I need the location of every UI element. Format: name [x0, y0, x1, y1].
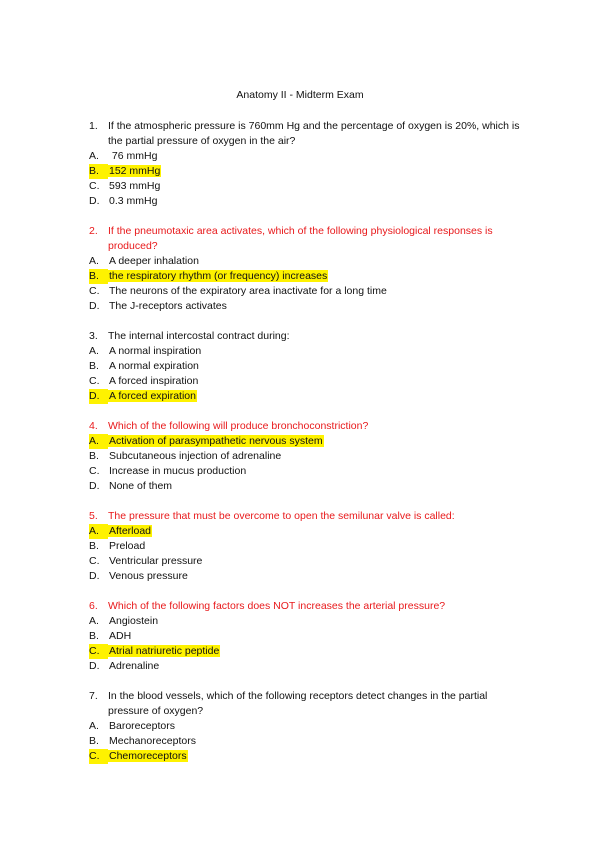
answer-option [89, 149, 529, 164]
answer-option [89, 344, 529, 359]
option-text-wrap [108, 359, 200, 374]
option-text: ADH [109, 630, 132, 642]
option-letter: C. [89, 555, 100, 567]
answer-option [89, 194, 529, 209]
option-text-wrap [108, 569, 189, 584]
option-text-wrap [108, 479, 173, 494]
question-text: If the atmospheric pressure is 760mm Hg and the percentage of oxygen is 20%, which is the partial pressure of oxygen in the air? [108, 120, 520, 147]
option-text: Preload [109, 540, 146, 552]
option-text-wrap [108, 554, 203, 569]
question-4 [89, 419, 529, 494]
option-text: 0.3 mmHg [109, 195, 158, 207]
answer-option-highlighted [89, 269, 529, 284]
answer-option [89, 179, 529, 194]
option-letter: D. [89, 660, 100, 672]
option-letter: A. [89, 434, 108, 449]
option-text-wrap [108, 719, 176, 734]
question-number: 7. [89, 690, 98, 702]
question-number: 5. [89, 510, 98, 522]
question-7 [89, 689, 529, 764]
option-text: Chemoreceptors [109, 750, 187, 762]
option-letter: C. [89, 180, 100, 192]
option-text-wrap [108, 659, 160, 674]
option-letter: B. [89, 164, 108, 179]
option-letter: B. [89, 269, 108, 284]
question-stem [89, 419, 529, 434]
option-letter: C. [89, 375, 100, 387]
option-letter: C. [89, 644, 108, 659]
option-letter: A. [89, 524, 108, 539]
question-number: 6. [89, 600, 98, 612]
option-letter: D. [89, 389, 108, 404]
option-letter: D. [89, 480, 100, 492]
question-stem [89, 119, 529, 149]
option-letter: D. [89, 570, 100, 582]
option-letter: B. [89, 735, 99, 747]
option-text-wrap [108, 734, 197, 749]
option-text: The J-receptors activates [109, 300, 227, 312]
answer-option [89, 569, 529, 584]
option-text: Afterload [109, 525, 152, 537]
question-list [89, 119, 529, 779]
option-text: None of them [109, 480, 173, 492]
answer-option [89, 734, 529, 749]
question-number: 3. [89, 330, 98, 342]
question-text: The internal intercostal contract during: [108, 330, 290, 342]
option-text-wrap [108, 254, 200, 269]
answer-option-highlighted [89, 164, 529, 179]
option-text: Adrenaline [109, 660, 160, 672]
option-text: A forced expiration [109, 390, 196, 402]
option-text: The neurons of the expiratory area inactivate for a long time [109, 285, 387, 297]
option-text-wrap [108, 344, 202, 359]
option-text: Atrial natriuretic peptide [109, 645, 220, 657]
answer-option [89, 614, 529, 629]
option-text-wrap [108, 629, 132, 644]
option-text: Activation of parasympathetic nervous system [109, 435, 323, 447]
question-stem [89, 599, 529, 614]
option-text-wrap [108, 164, 161, 179]
option-letter: B. [89, 540, 99, 552]
option-text-wrap [108, 194, 158, 209]
option-letter: C. [89, 749, 108, 764]
option-text-wrap [108, 149, 158, 164]
option-letter: B. [89, 630, 99, 642]
answer-option [89, 539, 529, 554]
option-text: A deeper inhalation [109, 255, 199, 267]
answer-option-highlighted [89, 389, 529, 404]
option-text-wrap [108, 374, 199, 389]
option-text: Subcutaneous injection of adrenaline [109, 450, 282, 462]
option-text: 152 mmHg [109, 165, 161, 177]
question-text: Which of the following will produce bronchoconstriction? [108, 420, 369, 432]
question-number: 1. [89, 120, 98, 132]
option-letter: C. [89, 465, 100, 477]
question-stem [89, 329, 529, 344]
option-text: Venous pressure [109, 570, 188, 582]
answer-option [89, 464, 529, 479]
option-text: Angiostein [109, 615, 159, 627]
option-text-wrap [108, 269, 328, 284]
option-text: A forced inspiration [109, 375, 199, 387]
option-letter: D. [89, 195, 100, 207]
option-letter: A. [89, 345, 99, 357]
option-text-wrap [108, 539, 146, 554]
option-text-wrap [108, 644, 220, 659]
question-text: The pressure that must be overcome to open the semilunar valve is called: [108, 510, 455, 522]
option-letter: B. [89, 450, 99, 462]
answer-option-highlighted [89, 434, 529, 449]
answer-option [89, 299, 529, 314]
option-text: Baroreceptors [109, 720, 175, 732]
answer-option [89, 554, 529, 569]
answer-option-highlighted [89, 644, 529, 659]
question-2 [89, 224, 529, 314]
option-text: A normal expiration [109, 360, 199, 372]
question-stem [89, 689, 529, 719]
option-text-wrap [108, 434, 324, 449]
option-letter: D. [89, 300, 100, 312]
option-letter: A. [89, 615, 99, 627]
answer-option [89, 254, 529, 269]
question-stem [89, 509, 529, 524]
option-text-wrap [108, 614, 159, 629]
option-text-wrap [108, 179, 161, 194]
option-text-wrap [108, 284, 388, 299]
option-letter: B. [89, 360, 99, 372]
option-text: 76 mmHg [109, 150, 158, 162]
answer-option [89, 659, 529, 674]
option-letter: A. [89, 150, 99, 162]
question-1 [89, 119, 529, 209]
question-number: 4. [89, 420, 98, 432]
option-text: Ventricular pressure [109, 555, 203, 567]
option-text-wrap [108, 464, 247, 479]
option-text: A normal inspiration [109, 345, 202, 357]
answer-option-highlighted [89, 749, 529, 764]
question-3 [89, 329, 529, 404]
question-number: 2. [89, 225, 98, 237]
answer-option [89, 719, 529, 734]
option-text: Increase in mucus production [109, 465, 247, 477]
option-text: Mechanoreceptors [109, 735, 196, 747]
question-text: Which of the following factors does NOT increases the arterial pressure? [108, 600, 446, 612]
question-text: If the pneumotaxic area activates, which of the following physiological responses is produced? [108, 225, 493, 252]
page-title: Anatomy II - Midterm Exam [236, 89, 364, 101]
answer-option [89, 284, 529, 299]
question-text: In the blood vessels, which of the following receptors detect changes in the partial pressure of oxygen? [108, 690, 488, 717]
answer-option-highlighted [89, 524, 529, 539]
option-text-wrap [108, 449, 282, 464]
option-letter: A. [89, 720, 99, 732]
answer-option [89, 374, 529, 389]
answer-option [89, 479, 529, 494]
option-text: the respiratory rhythm (or frequency) increases [109, 270, 328, 282]
option-letter: A. [89, 255, 99, 267]
option-text-wrap [108, 389, 197, 404]
question-5 [89, 509, 529, 584]
option-text-wrap [108, 749, 188, 764]
answer-option [89, 629, 529, 644]
answer-option [89, 449, 529, 464]
option-text: 593 mmHg [109, 180, 161, 192]
option-letter: C. [89, 285, 100, 297]
answer-option [89, 359, 529, 374]
question-6 [89, 599, 529, 674]
option-text-wrap [108, 524, 152, 539]
option-text-wrap [108, 299, 228, 314]
question-stem [89, 224, 529, 254]
